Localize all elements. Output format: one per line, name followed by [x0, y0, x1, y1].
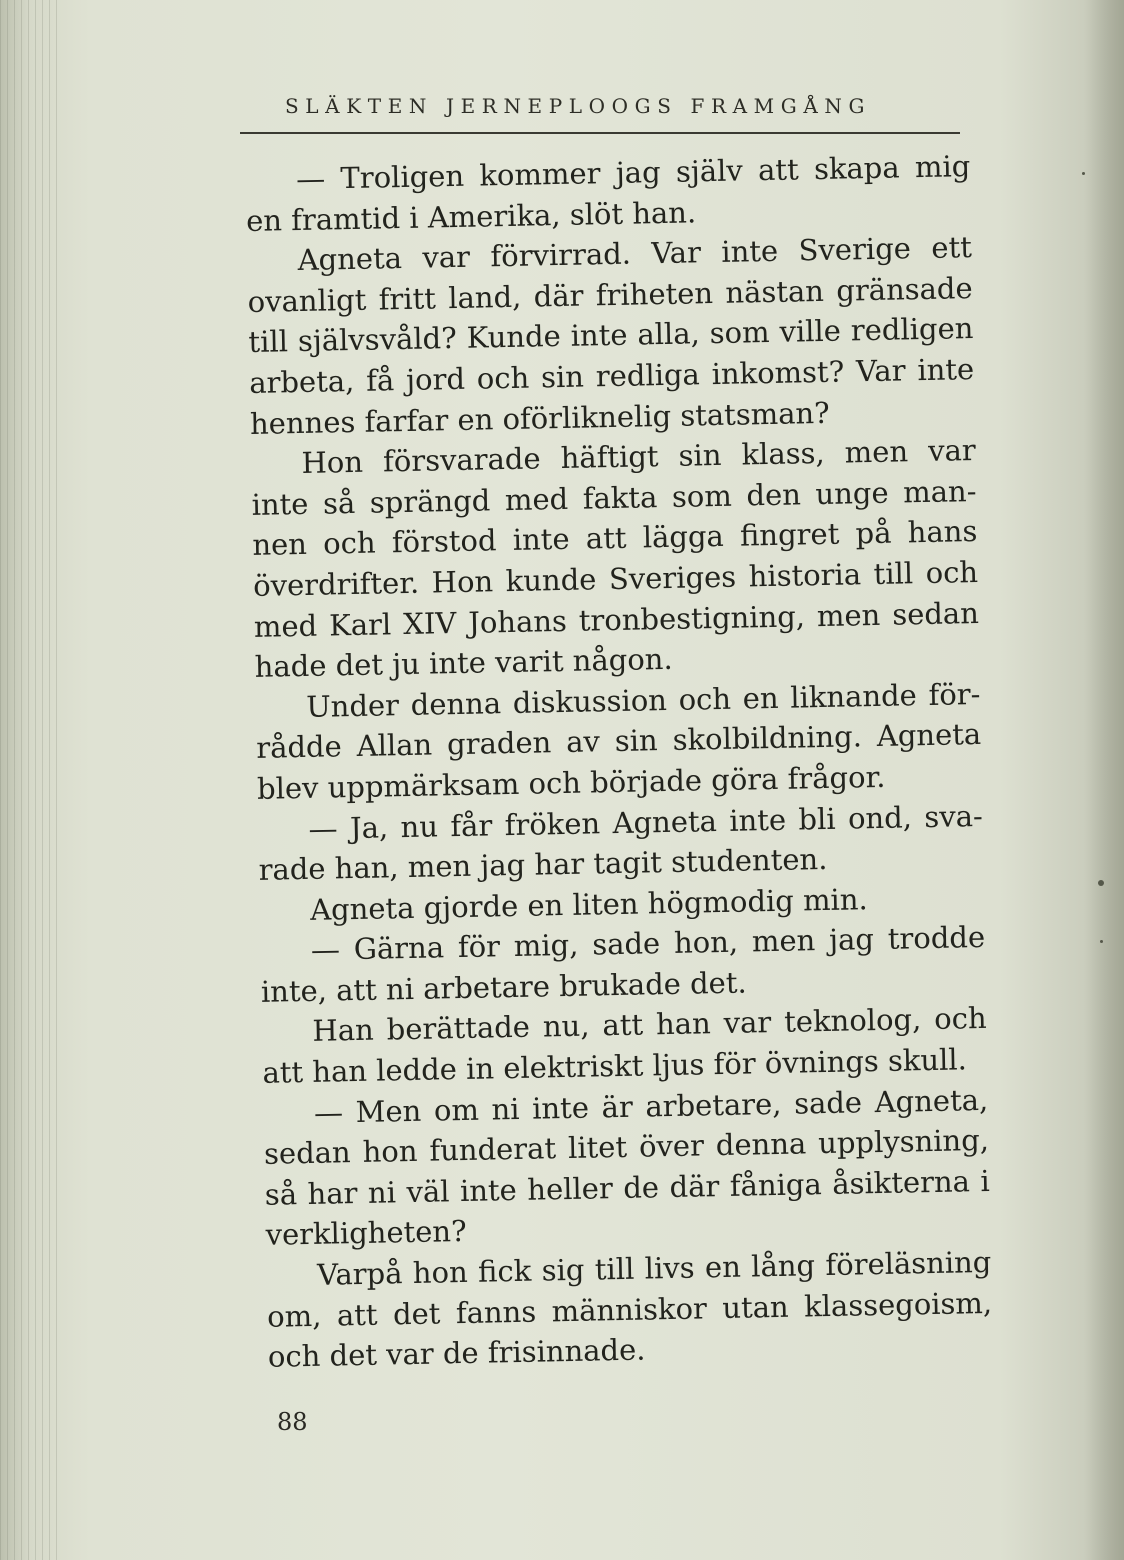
- paper-speck: [1082, 172, 1085, 175]
- paper-speck: [1100, 940, 1103, 943]
- paragraph: — Men om ni inte är arbetare, sade Agneta, sedan hon funderat litet över denna upplysning, så har ni väl inte heller de där fåniga åsikterna i verkligheten?: [263, 1082, 991, 1253]
- paragraph: — Troligen kommer jag själv att skapa mig en framtid i Amerika, slöt han.: [245, 149, 971, 238]
- page-number: 88: [277, 1408, 308, 1436]
- page-edge-shadow: [1084, 0, 1124, 1560]
- paragraph: — Gärna för mig, sade hon, men jag trodde inte, att ni arbetare brukade det.: [260, 920, 986, 1009]
- paragraph: Agneta gjorde en liten högmodig min.: [309, 881, 868, 927]
- paragraph: Hon försvarade häftigt sin klass, men var inte så sprängd med fakta som den unge mannen och förstod inte att lägga fingret på hans överdrifter. Hon kunde Sveriges historia till och med Karl XIV Johans tronbestigning, men sedan hade det ju inte varit någon.: [251, 433, 980, 685]
- header-rule: [240, 132, 960, 134]
- paragraph: — Ja, nu får fröken Agneta inte bli ond, svarade han, men jag har tagit studenten.: [258, 798, 984, 887]
- body-text: [245, 146, 993, 1378]
- paragraph: Under denna diskussion och en liknande förrådde Allan graden av sin skolbildning. Agneta blev uppmärksam och började göra frågor.: [255, 676, 982, 806]
- paper-speck: [1098, 880, 1104, 886]
- binding-gutter: [0, 0, 60, 1560]
- paragraph: Han berättade nu, att han var teknolog, och att han ledde in elektriskt ljus för övnings skull.: [262, 1001, 987, 1090]
- paragraph: Varpå hon fick sig till livs en lång föreläsning om, att det fanns människor utan klassegoism, och det var de frisinnade.: [266, 1244, 993, 1374]
- running-head: SLÄKTEN JERNEPLOOGS FRAMGÅNG: [285, 94, 872, 118]
- paragraph: Agneta var förvirrad. Var inte Sverige ett ovanligt fritt land, där friheten nästan gränsade till självsvåld? Kunde inte alla, som ville redligen arbeta, få jord och sin redliga inkomst? Var inte hennes farfar en oförliknelig statsman?: [247, 230, 975, 441]
